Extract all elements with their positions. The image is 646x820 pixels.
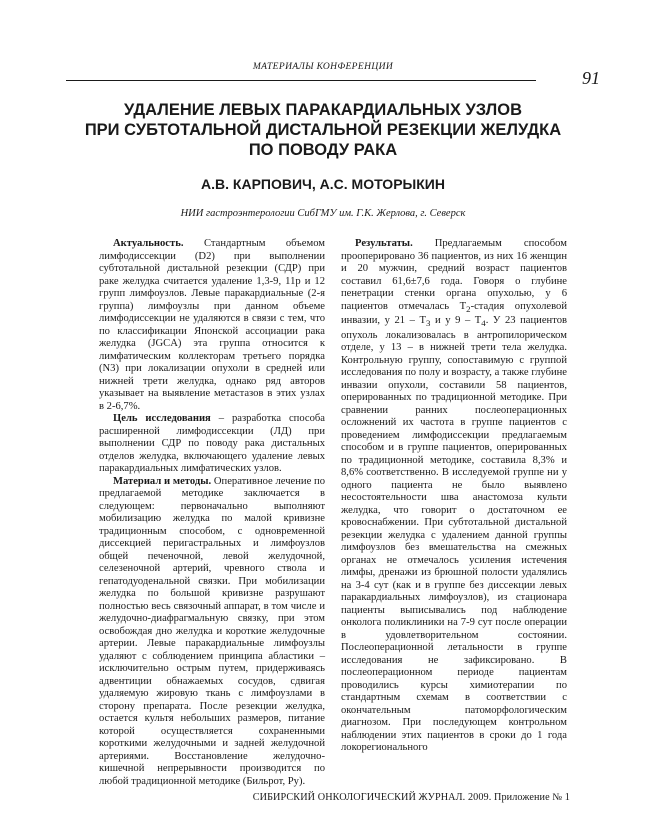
- results-text: и у 9 – T: [430, 315, 482, 327]
- right-column: [341, 238, 567, 755]
- title-line: ПРИ СУБТОТАЛЬНОЙ ДИСТАЛЬНОЙ РЕЗЕКЦИИ ЖЕЛУДКА: [84, 121, 562, 139]
- journal-footer: СИБИРСКИЙ ОНКОЛОГИЧЕСКИЙ ЖУРНАЛ. 2009. Приложение № 1: [252, 792, 570, 803]
- left-column: [99, 238, 325, 788]
- section-header: МАТЕРИАЛЫ КОНФЕРЕНЦИИ: [252, 62, 394, 72]
- methods-heading: Материал и методы.: [113, 475, 212, 487]
- results-text: . У 23 пациентов опухоль локализовалась в антропилорическом отделе, у 13 – в нижней трети тела желудка. Контрольную группу, сопоставимую с группой исследования по полу и возрасту, а также глубине инвазии опухоли, составили 58 пациентов, оперированных по традиционной методике. При сравнении ранних послеоперационных осложнений их частота в группе пациентов с проведением лимфодиссекции предлагаемым способом и в группе пациентов, оперированных по традиционной методике, составила 8,3% и 8,6% соответственно. В исследуемой группе ни у одного пациента не было выявлено несостоятельности шва анастомоза культи желудка, что говорит о достаточном ее кровоснабжении. При субтотальной дистальной резекции желудка с удалением данной группы лимфоузлов без вмешательства на смежных органах не отмечалось усиления истечения лимфы, дренажи из брюшной полости удалялись на 3-4 сут (как и в группе без диссекции левых паракардиальных лимфоузлов), из стационара пациенты выписывались под наблюдение онколога поликлиники на 7-9 сут после операции в удовлетворительном состоянии. Послеоперационной летальности в группе исследования не зафиксировано. В послеоперационном периоде пациентам проводились курсы химиотерапии по стандартным схемам в соответствии с окончательным патоморфологическим диагнозом. При последующем контрольном наблюдении этих пациентов в сроки до 1 года локорегионального: [341, 315, 568, 754]
- title-line: УДАЛЕНИЕ ЛЕВЫХ ПАРАКАРДИАЛЬНЫХ УЗЛОВ: [123, 101, 523, 119]
- methods-text: Оперативное лечение по предлагаемой методике заключается в следующем: первоначально выполняют мобилизацию желудка по малой кривизне традиционным способом, с одновременной диссекцией перигастральных и лимфоузлов общей печеночной, левой желудочной, селезеночной артерий, чревного ствола и гепатодуоденальной связки. При мобилизации желудка по большой кривизне разрушают полностью весь связочный аппарат, в том числе и желудочно-диафрагмальную связку, при этом освобождая дно желудка и короткие желудочные артерии. Левые паракардиальные лимфоузлы удаляют с соблюдением принципа абластики – исключительно острым путем, придерживаясь адвентиции обнажаемых сосудов, сдвигая удаляемую жировую ткань с лимфоузлами в сторону препарата. После резекции желудка, остается культя небольших размеров, питание которой осуществляется сохраненными короткими желудочными и задней желудочной артериями. Восстановление желудочно-кишечной непрерывности производится по любой традиционной методике (Бильрот, Ру).: [99, 475, 325, 787]
- results-subscript: 4: [481, 318, 486, 329]
- relevance-text: Стандартным объемом лимфодиссекции (D2) при выполнении субтотальной дистальной резекции (СДР) при раке желудка считается удаление 1,3-9, 11p и 12 групп лимфоузлов. Левые паракардиальные (2-я группа) лимфоузлы при данном объеме лимфодиссекции не удаляются в связи с тем, что по классификации Японской ассоциации рака желудка (JGCA) эта группа относится к лимфатическим коллекторам третьего порядка (N3) при локализации опухоли в средней или нижней трети желудка, однако ряд авторов указывает на выявление метастазов в этих узлах в 2-6,7%.: [99, 238, 325, 412]
- results-subscript: 3: [426, 318, 431, 329]
- results-heading: Результаты.: [355, 238, 413, 249]
- affiliation: НИИ гастроэнтерологии СибГМУ им. Г.К. Жерлова, г. Северск: [180, 208, 466, 219]
- methods-paragraph: [99, 476, 325, 789]
- results-text: Предлагаемым способом прооперировано 36 пациентов, из них 16 женщин и 20 мужчин, средний возраст пациентов составил 61,6±7,6 года. Говоря о глубине пенетрации стенки органа опухолью, у 6 пациентов отмечалась T: [341, 238, 567, 312]
- results-subscript: 2: [466, 303, 471, 314]
- aim-text: – разработка способа расширенной лимфодиссекции (ЛД) при выполнении СДР по поводу рака дистальных отделов желудка, включающего удаление левых паракардиальных лимфатических узлов.: [99, 413, 326, 474]
- aim-paragraph: [99, 413, 325, 476]
- aim-heading: Цель исследования: [113, 413, 211, 424]
- header-rule: [66, 80, 536, 81]
- relevance-heading: Актуальность.: [113, 238, 184, 249]
- results-paragraph: [341, 238, 567, 755]
- authors: А.В. КАРПОВИЧ, А.С. МОТОРЫКИН: [201, 176, 445, 192]
- page-number: 91: [582, 68, 600, 88]
- relevance-paragraph: [99, 238, 325, 413]
- title-line: ПО ПОВОДУ РАКА: [248, 141, 398, 159]
- article-title: [0, 100, 646, 160]
- results-text: -стадия опухолевой инвазии, у 21 – T: [341, 300, 567, 327]
